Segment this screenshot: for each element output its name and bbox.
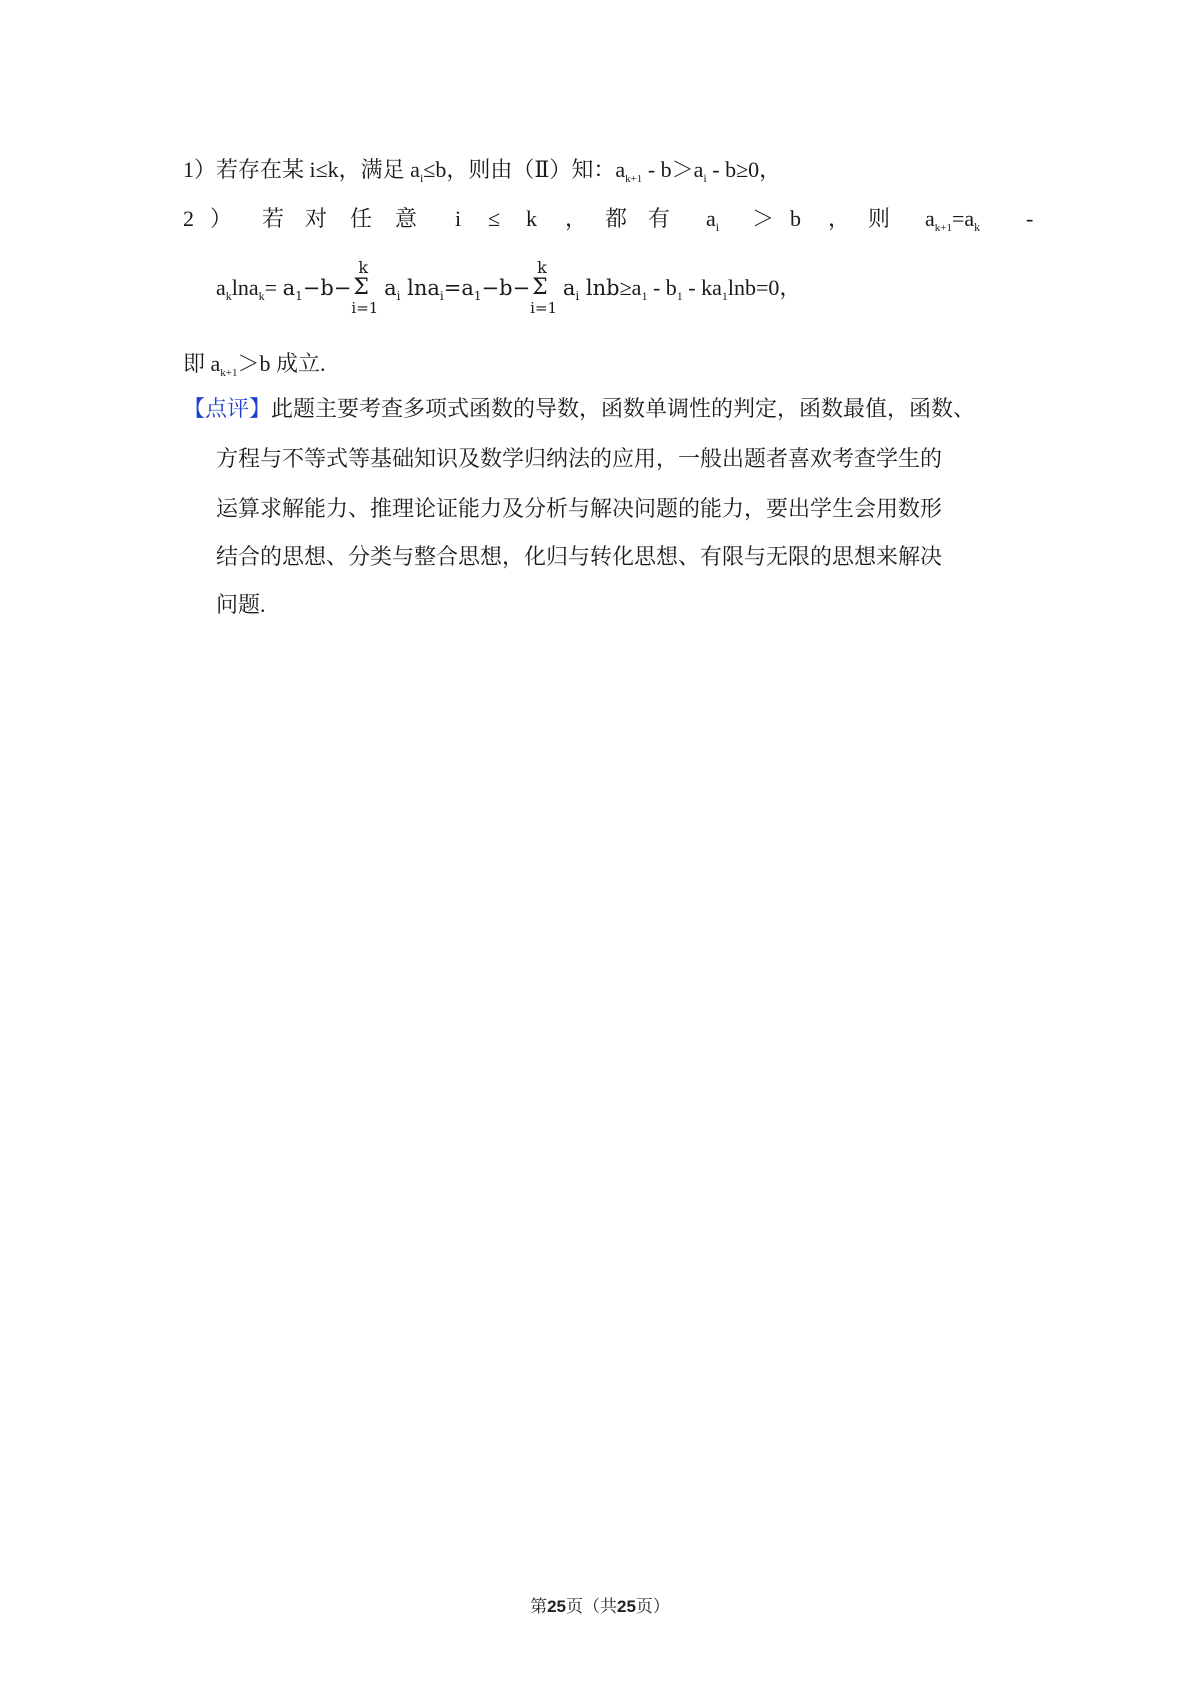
text: 若	[262, 206, 285, 231]
text: a	[384, 276, 397, 300]
comment-line-1	[183, 394, 975, 424]
text: a	[706, 206, 716, 231]
text: 1）若存在某 i≤k，满足 a	[183, 157, 420, 182]
text: 都	[605, 206, 628, 231]
text: k	[526, 206, 537, 231]
text: lna	[231, 275, 259, 300]
subscript: i	[715, 220, 720, 234]
text: a	[282, 276, 296, 300]
subscript: 1	[473, 289, 482, 303]
sum-sign: Σ	[353, 274, 369, 300]
text: 方程与不等式等基础知识及数学归纳法的应用，一般出题者喜欢考查学生的	[216, 446, 943, 471]
page-footer	[0, 1592, 1200, 1617]
text: 有	[648, 206, 671, 231]
text: lnb=0，	[727, 275, 802, 300]
text: −b−	[302, 276, 352, 300]
text: lna	[407, 276, 440, 300]
text: - b	[647, 275, 677, 300]
subscript: i	[703, 171, 707, 185]
text: - b≥0，	[706, 157, 782, 182]
text: −b−	[481, 276, 531, 300]
text: ，	[565, 206, 588, 231]
text: 页（共	[566, 1597, 617, 1616]
formula-line	[216, 258, 801, 326]
text: =a	[951, 206, 975, 231]
formula-image-2	[461, 257, 620, 317]
text: a	[461, 276, 474, 300]
text: =	[264, 275, 278, 300]
comment-line-2	[216, 444, 942, 474]
text: - b＞a	[642, 157, 704, 182]
text: ≤	[488, 206, 501, 231]
subscript: k	[225, 289, 232, 303]
summation-symbol	[530, 257, 558, 320]
text: ，	[828, 206, 851, 231]
subscript: i	[396, 289, 401, 303]
subscript: 1	[721, 289, 728, 303]
text: 第	[530, 1597, 548, 1616]
page-total: 25	[617, 1597, 636, 1616]
sum-sign: Σ	[532, 274, 548, 300]
subscript: k	[258, 289, 265, 303]
subscript: k+1	[625, 173, 643, 185]
sum-upper: k	[537, 257, 547, 277]
comment-line-4	[216, 542, 942, 572]
text: 页）	[635, 1597, 670, 1616]
comment-line-3	[216, 494, 942, 524]
subscript: 1	[676, 289, 683, 303]
subscript: i	[575, 289, 580, 303]
text: i	[455, 206, 462, 231]
proof-case-1	[183, 155, 781, 194]
comment-tag: 【点评】	[183, 396, 272, 421]
subscript: 1	[295, 289, 303, 303]
text: a	[216, 275, 226, 300]
summation-symbol	[351, 257, 379, 320]
sum-lower: i=1	[351, 298, 379, 317]
subscript: 1	[641, 289, 648, 303]
text: 2	[183, 206, 194, 231]
subscript: k	[974, 220, 981, 234]
text: 结合的思想、分类与整合思想，化归与转化思想、有限与无限的思想来解决	[216, 544, 943, 569]
text: a	[925, 206, 935, 231]
text: -	[1026, 206, 1034, 231]
subscript: i	[419, 171, 424, 185]
subscript: i	[439, 289, 444, 303]
formula-image-1	[282, 257, 462, 317]
text: 意	[395, 206, 418, 231]
page-number: 25	[547, 1597, 566, 1616]
text: ≤b，则由（Ⅱ）知：a	[423, 157, 626, 182]
text: =	[443, 276, 462, 300]
text: 任	[350, 206, 373, 231]
text: 问题.	[216, 592, 266, 617]
text: a	[562, 276, 576, 300]
text: ）	[210, 206, 233, 231]
text: ＞	[752, 206, 775, 231]
comment-line-5	[216, 590, 266, 620]
text: 则	[868, 206, 891, 231]
conclusion-line	[183, 349, 326, 388]
sum-upper: k	[358, 257, 369, 277]
text: - ka	[682, 275, 722, 300]
sum-lower: i=1	[530, 298, 558, 317]
subscript: k+1	[220, 367, 238, 379]
text: ≥a	[619, 275, 642, 300]
text: ＞b 成立.	[237, 351, 326, 376]
subscript: k+1	[934, 222, 952, 234]
text: lnb	[585, 276, 620, 300]
text: 对	[305, 206, 328, 231]
text: 运算求解能力、推理论证能力及分析与解决问题的能力，要出学生会用数形	[216, 496, 943, 521]
text: 此题主要考查多项式函数的导数，函数单调性的判定，函数最值，函数、	[271, 396, 976, 421]
text: 即 a	[183, 351, 221, 376]
text: b	[790, 206, 801, 231]
